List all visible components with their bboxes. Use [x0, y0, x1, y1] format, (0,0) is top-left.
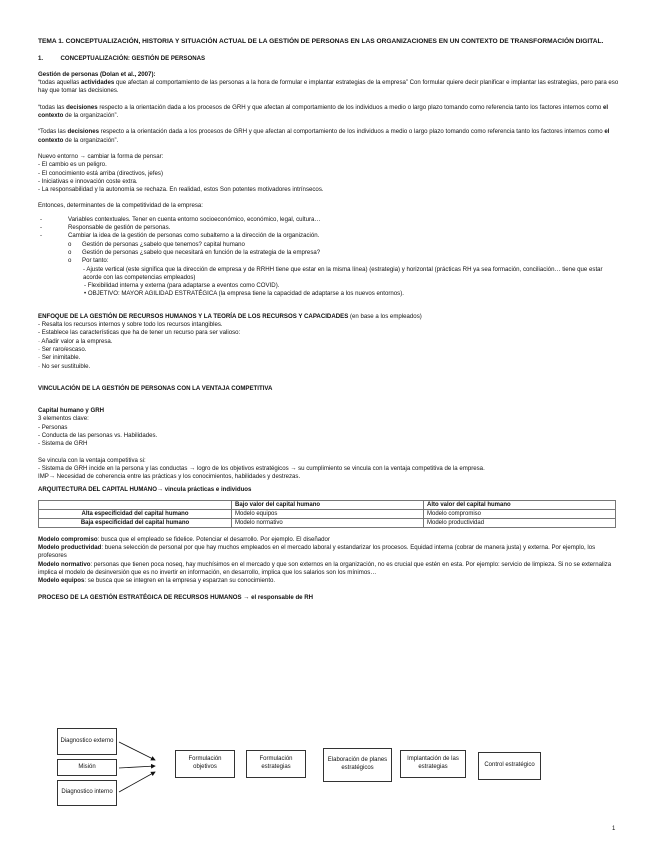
vincula-intro: Se vincula con la ventaja competitiva si: — [38, 456, 146, 464]
document-title: TEMA 1. CONCEPTUALIZACIÓN, HISTORIA Y SITUACIÓN ACTUAL DE LA GESTIÓN DE PERSONAS EN LAS ORGANIZACIONES EN UN CONTEXTO DE TRANSFORMACIÓN DIGITAL. — [38, 38, 604, 45]
section-heading — [38, 55, 620, 63]
arquitectura-table — [38, 500, 616, 528]
determinantes-intro: Entonces, determinantes de la competitividad de la empresa: — [38, 202, 203, 210]
modelo-compromiso: Modelo compromiso: busca que el empleado se fidelice. Potenciar el desarrollo. Por ejemplo. El diseñador — [38, 535, 330, 543]
table-header-cell: Bajo valor del capital humano — [232, 500, 424, 509]
table-header-cell: Alto valor del capital humano — [424, 500, 616, 509]
list-item: - Establece las características que ha de tener un recurso para ser valioso: — [38, 329, 241, 337]
arrow — [119, 766, 155, 768]
document-body — [38, 38, 620, 602]
table-header-cell — [39, 500, 232, 509]
list-item: - Sistema de GRH — [38, 440, 88, 448]
sub-list-item: o Gestión de personas ¿sabelo que tenemos? capital humano — [68, 240, 245, 248]
arrow — [119, 742, 155, 760]
objetivo-text: • OBJETIVO: MAYOR AGILIDAD ESTRATÉGICA (la empresa tiene la capacidad de adaptarse a los nuevos entornos). — [84, 290, 404, 298]
step-box-objetivos: Formulación objetivos — [175, 750, 235, 778]
table-cell: Modelo equipos — [232, 509, 424, 518]
vinculacion-heading: VINCULACIÓN DE LA GESTIÓN DE PERSONAS CON LA VENTAJA COMPETITIVA — [38, 384, 273, 392]
list-item: - El conocimiento está arriba (directivos, jefes) — [38, 169, 163, 177]
enfoque-heading: ENFOQUE DE LA GESTIÓN DE RECURSOS HUMANOS Y LA TEORÍA DE LOS RECURSOS Y CAPACIDADES (en base a los empleados) — [38, 312, 422, 320]
table-cell: Modelo compromiso — [424, 509, 616, 518]
page-number: 1 — [612, 826, 616, 832]
list-item: · Añadir valor a la empresa. — [38, 337, 113, 345]
capital-humano-heading: Capital humano y GRH — [38, 407, 105, 415]
list-item: - El cambio es un peligro. — [38, 161, 107, 169]
sub-list-item: o Gestión de personas ¿sabelo que necesitará en función de la estrategia de la empresa? — [68, 248, 321, 256]
step-box-planes: Elaboración de planes estratégicos — [323, 748, 392, 782]
list-item: - La responsabilidad y la autonomía se rechaza. En realidad, estos Son potentes motivadores intrínsecos. — [38, 186, 324, 194]
section-number: 1. — [38, 54, 44, 62]
proceso-heading: PROCESO DE LA GESTIÓN ESTRATÉGICA DE RECURSOS HUMANOS → el responsable de RH — [38, 593, 314, 601]
entorno-intro: Nuevo entorno → cambiar la forma de pensar: — [38, 152, 164, 160]
section-title: CONCEPTUALIZACIÓN: GESTIÓN DE PERSONAS — [60, 54, 206, 62]
modelo-normativo: Modelo normativo: personas que tienen poca noseq, hay muchísimos en el mercado y que son externos en la organización, no es crucial que estén en esta. Por ejemplo: servicio de limpieza. Si no se externaliza implica el modelo de desinversión que es no invertir en información, en desarrollo, implica que los salarios son los mínimos… — [38, 560, 612, 576]
table-row — [39, 509, 616, 518]
list-item: - Variables contextuales. Tener en cuenta entorno socioeconómico, económico, legal, cultura… — [40, 215, 321, 223]
list-item: - Conducta de las personas vs. Habilidades. — [38, 431, 158, 439]
table-cell: Modelo normativo — [232, 518, 424, 527]
table-row-header: Baja especificidad del capital humano — [39, 518, 232, 527]
arquitectura-heading: ARQUITECTURA DEL CAPITAL HUMANO→ vincula prácticas e individuos — [38, 486, 252, 494]
table-cell: Modelo productividad — [424, 518, 616, 527]
sub-list-item: o Por tanto: — [68, 257, 109, 265]
flexibilidad-text: - Flexibilidad interna y externa (para adaptarse a eventos como COVID). — [84, 282, 280, 290]
table-row-header: Alta especificidad del capital humano — [39, 509, 232, 518]
list-item: - Iniciativas e innovación coste extra. — [38, 177, 138, 185]
input-box-diagnostico-interno: Diagnostico interno — [57, 780, 117, 806]
list-item: - Cambiar la idea de la gestión de personas como subalterno a la dirección de la organización. — [40, 232, 320, 240]
list-item: - Responsable de gestión de personas. — [40, 224, 171, 232]
definition-quote-2: “todas las decisiones respecto a la orientación dada a los procesos de GRH y que afectan al comportamiento de los individuos a medio o largo plazo tomando como referencia tanto los factores internos como el contexto de la organización”. — [38, 103, 609, 120]
list-item: - Resalta los recursos internos y sobre todo los recursos intangibles. — [38, 321, 223, 329]
definition-heading: Gestión de personas (Dolan et al., 2007): — [38, 70, 156, 78]
list-item: · Ser inimitable. — [38, 354, 81, 362]
definition-quote-1: “todas aquellas actividades que afectan al comportamiento de las personas a la hora de formular e implantar estrategias de la empresa” Con formular quiere decir planificar e implantar las estrategias, pero para eso hay que tomar las decisiones. — [38, 79, 619, 95]
table-header-row — [39, 500, 616, 509]
list-item: - Personas — [38, 423, 68, 431]
elements-intro: 3 elementos clave: — [38, 415, 89, 423]
step-box-control: Control estratégico — [478, 752, 541, 780]
ajuste-text: - Ajuste vertical (este significa que la dirección de empresa y de RRHH tiene que estar en la misma línea) (estrategia) y horizontal (prácticas RH ya sea formación, conciliación… tiene que estar acorde con las competencias empleados) — [83, 265, 603, 281]
definition-quote-3: “Todas las decisiones respecto a la orientación dada a los procesos de GRH y que afectan al comportamiento de los individuos a medio o largo plazo tomando como referencia tanto los factores internos como el contexto de la organización”. — [38, 128, 610, 144]
step-box-estrategias: Formulación estrategias — [246, 750, 306, 778]
vincula-text: - Sistema de GRH incide en la persona y las conductas → logro de los objetivos estratégicos → su cumplimiento se vincula con la ventaja competitiva de la empresa. — [38, 464, 485, 472]
arrow — [119, 772, 155, 792]
modelo-productividad: Modelo productividad: buena selección de personal por que hay muchos empleados en el mercado laboral y estandarizar los procesos. Equidad interna (cobrar de manera justa) y externa. Por ejemplo, los profesores — [38, 544, 596, 560]
input-box-diagnostico-externo: Diagnostico externo — [57, 728, 117, 755]
list-item: · No ser sustituible. — [38, 362, 91, 370]
list-item: · Ser raro/escaso. — [38, 345, 87, 353]
step-box-implantacion: Implantación de las estrategias — [400, 750, 466, 778]
proceso-diagram — [38, 722, 598, 807]
vincula-imp: IMP→ Necesidad de coherencia entre las prácticas y los conocimientos, habilidades y destrezas. — [38, 473, 301, 481]
modelo-equipos: Modelo equipos: se busca que se integren en la empresa y esparzan su conocimiento. — [38, 577, 276, 585]
input-box-mision: Misión — [57, 759, 117, 776]
table-row — [39, 518, 616, 527]
